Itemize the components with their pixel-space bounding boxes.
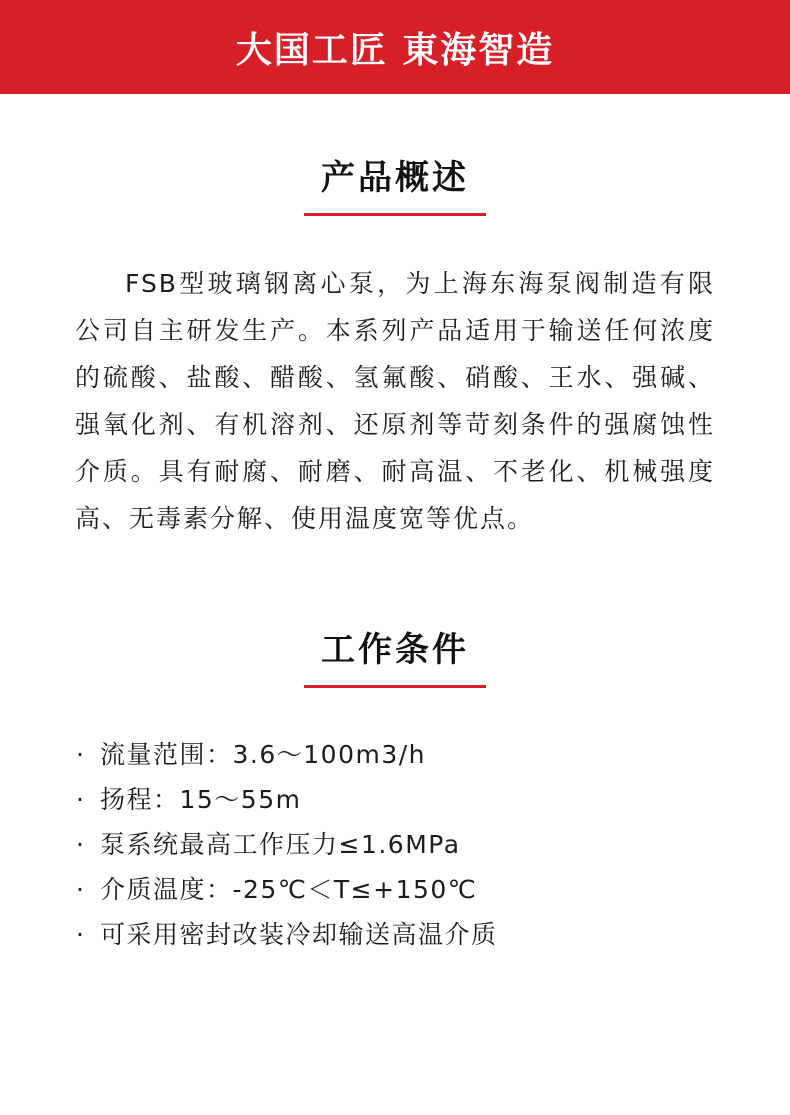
- list-item-label: 扬程：15～55m: [100, 785, 302, 814]
- overview-paragraph: FSB型玻璃钢离心泵，为上海东海泵阀制造有限公司自主研发生产。本系列产品适用于输送任何浓度的硫酸、盐酸、醋酸、氢氟酸、硝酸、王水、强碱、强氧化剂、有机溶剂、还原剂等苛刻条件的强腐蚀性介质。具有耐腐、耐磨、耐高温、不老化、机械强度高、无毒素分解、使用温度宽等优点。: [75, 269, 715, 533]
- overview-section-header: [0, 150, 790, 216]
- overview-section-title: 产品概述: [321, 158, 469, 198]
- section-working-conditions: [0, 542, 790, 957]
- list-item: [76, 732, 790, 777]
- list-item-label: 介质温度：-25℃＜T≤+150℃: [100, 875, 478, 904]
- bullet-dot-icon: ·: [76, 875, 86, 904]
- conditions-section-title: 工作条件: [321, 630, 469, 670]
- list-item: [76, 912, 790, 957]
- list-item: [76, 822, 790, 867]
- conditions-section-header: [0, 622, 790, 688]
- page-banner: [0, 0, 790, 94]
- banner-title: 大国工匠 東海智造: [235, 29, 555, 71]
- section-product-overview: [0, 94, 790, 542]
- conditions-title-underline: [304, 685, 486, 688]
- list-item-label: 流量范围：3.6～100m3/h: [100, 740, 427, 769]
- bullet-dot-icon: ·: [76, 740, 86, 769]
- bullet-dot-icon: ·: [76, 785, 86, 814]
- bullet-dot-icon: ·: [76, 830, 86, 859]
- bullet-dot-icon: ·: [76, 920, 86, 949]
- list-item: [76, 777, 790, 822]
- list-item-label: 可采用密封改装冷却输送高温介质: [100, 920, 498, 949]
- list-item: [76, 867, 790, 912]
- overview-title-underline: [304, 213, 486, 216]
- conditions-list: [0, 732, 790, 957]
- list-item-label: 泵系统最高工作压力≤1.6MPa: [100, 830, 461, 859]
